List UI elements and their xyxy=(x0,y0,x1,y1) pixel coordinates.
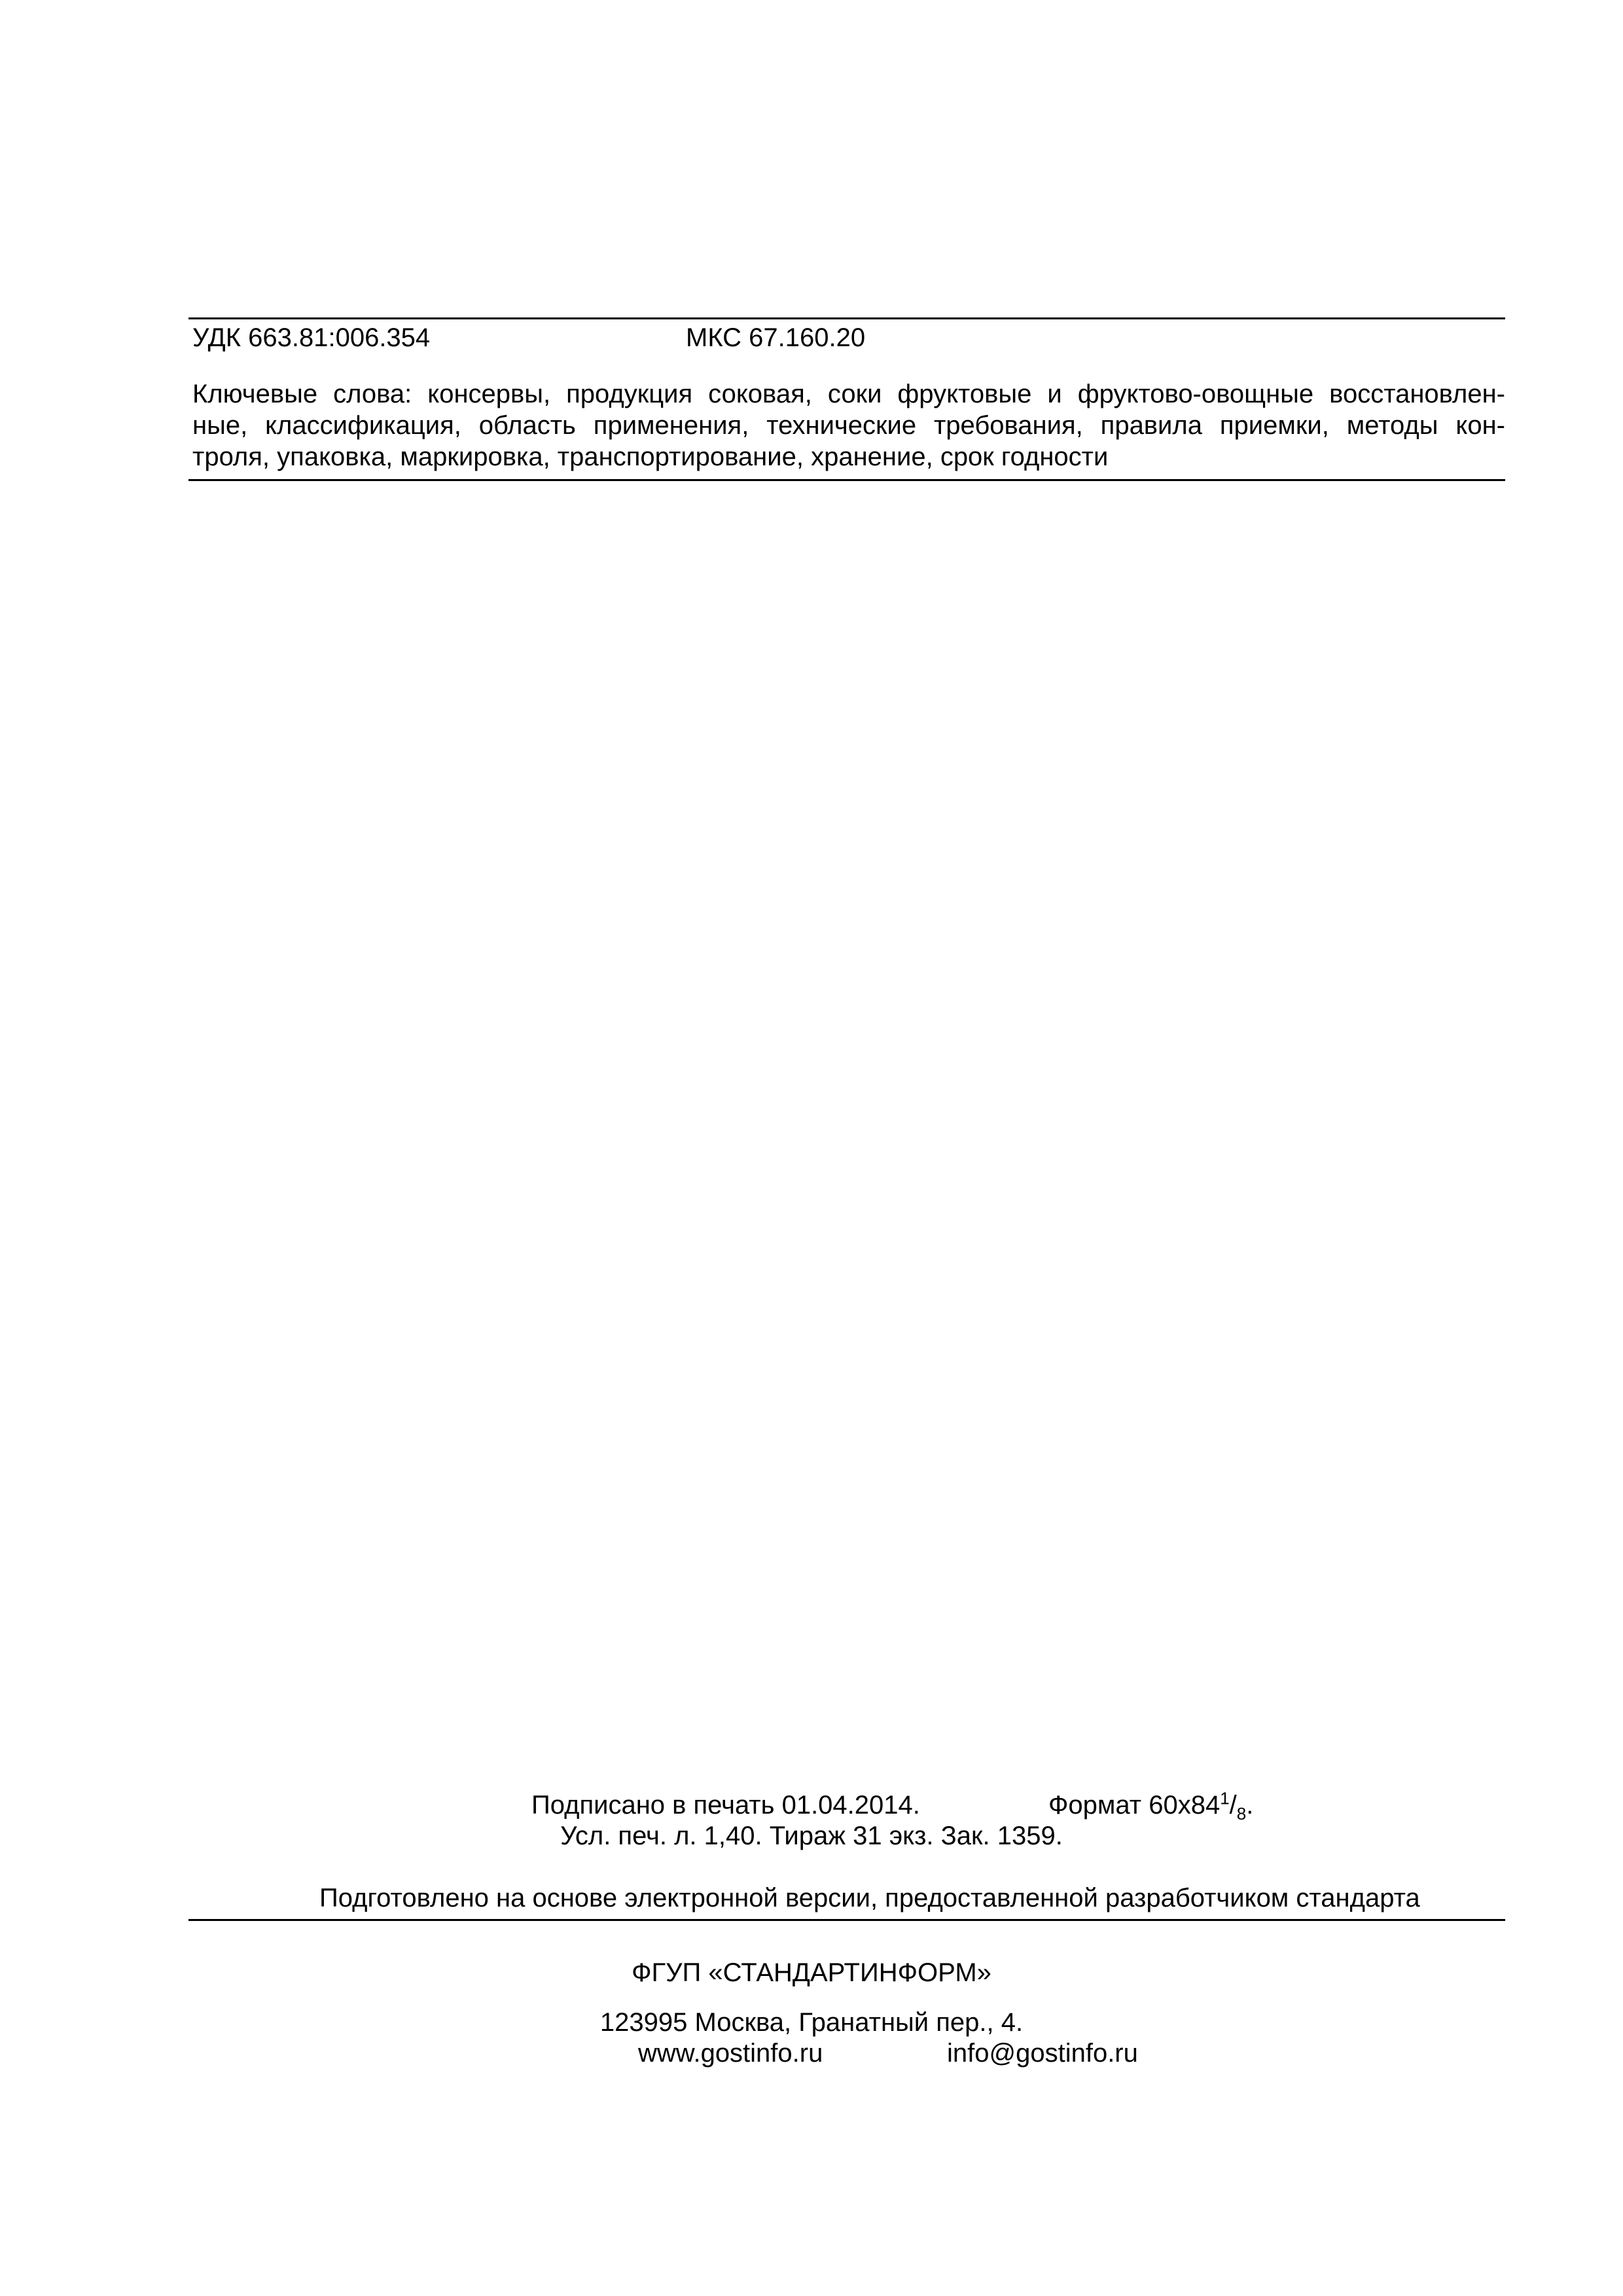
keywords-line-2: ные, классификация, область применения, технические требования, правила приемки, методы кон- xyxy=(192,411,1505,440)
publisher-email[interactable]: info@gostinfo.ru xyxy=(947,2039,1138,2068)
publisher-address: 123995 Москва, Гранатный пер., 4. xyxy=(599,2008,1024,2037)
paper-format-end: . xyxy=(1246,1791,1254,1820)
paper-format-denominator: 8 xyxy=(1236,1804,1247,1823)
paper-format xyxy=(1048,1789,1253,1821)
publisher-website[interactable]: www.gostinfo.ru xyxy=(638,2039,823,2068)
footer-rule xyxy=(188,1919,1505,1921)
keywords-bottom-rule xyxy=(188,479,1505,481)
paper-format-label: Формат 60х84 xyxy=(1048,1791,1221,1820)
publisher-name: ФГУП «СТАНДАРТИНФОРМ» xyxy=(632,1958,991,1987)
paper-format-separator: / xyxy=(1229,1791,1237,1820)
paper-format-numerator: 1 xyxy=(1220,1788,1230,1808)
signed-for-print: Подписано в печать 01.04.2014. xyxy=(531,1791,920,1820)
prepared-note: Подготовлено на основе электронной версии, предоставленной разработчиком стандарта xyxy=(319,1884,1420,1912)
top-rule xyxy=(188,317,1505,319)
keywords-block xyxy=(192,378,1505,473)
udk-code: УДК 663.81:006.354 xyxy=(192,323,431,352)
keywords-line-3: троля, упаковка, маркировка, транспортирование, хранение, срок годности xyxy=(192,442,1109,471)
mks-code: МКС 67.160.20 xyxy=(686,323,866,352)
print-info: Усл. печ. л. 1,40. Тираж 31 экз. Зак. 1359. xyxy=(560,1821,1063,1850)
keywords-line-1: Ключевые слова: консервы, продукция соковая, соки фруктовые и фруктово-овощные восстановлен- xyxy=(192,380,1505,408)
